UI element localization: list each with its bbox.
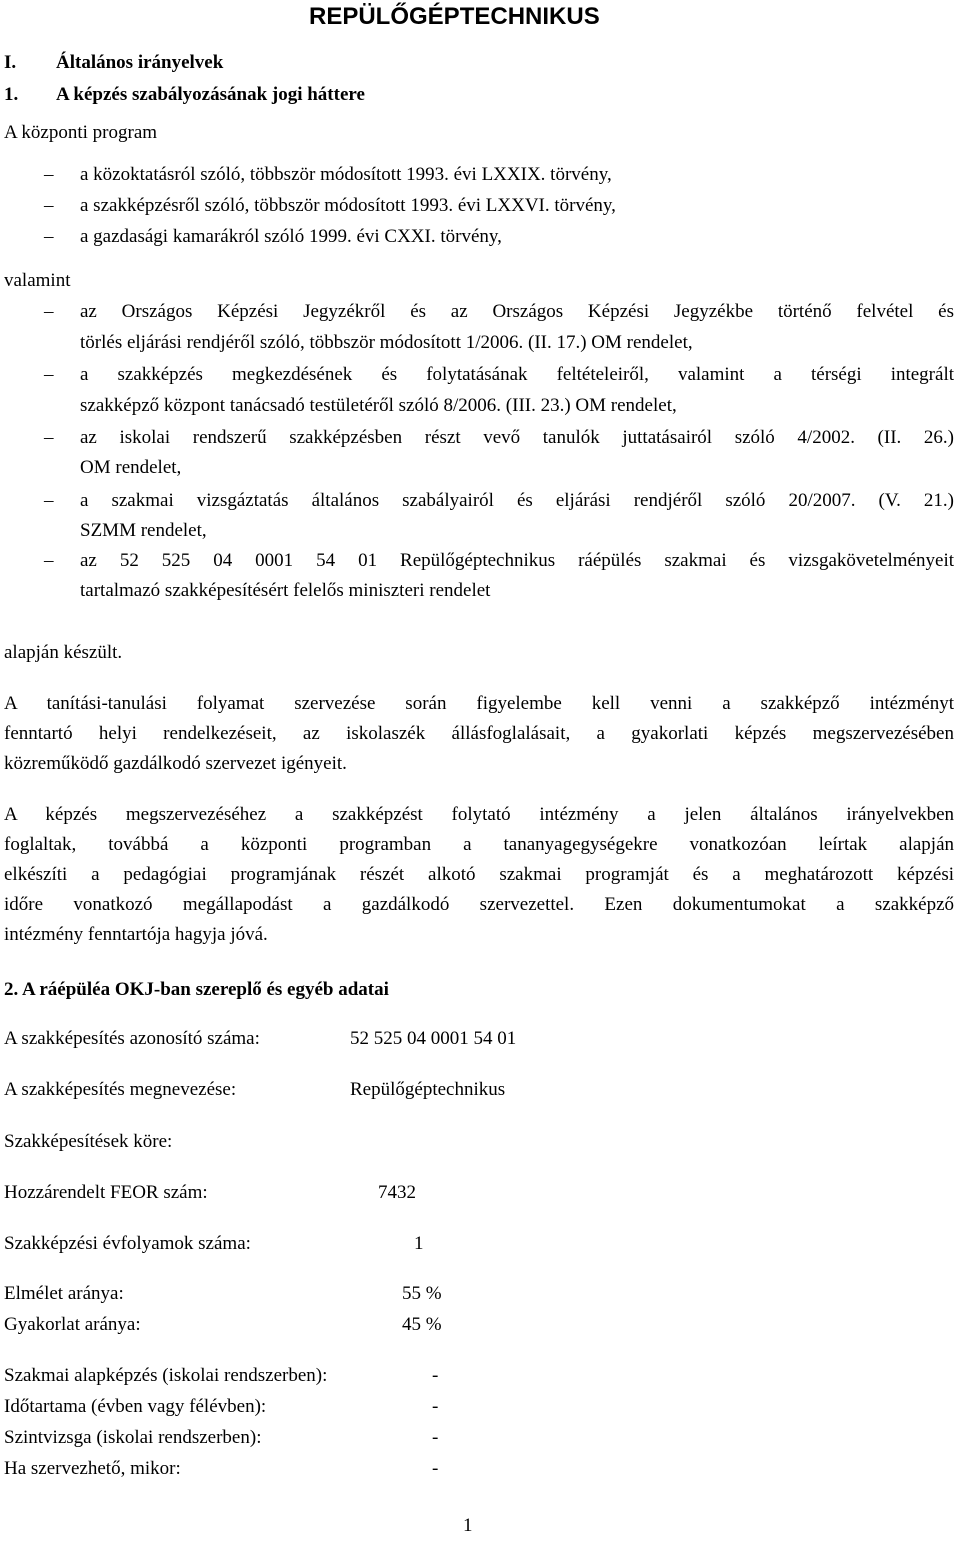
list-item-line: OM rendelet, xyxy=(80,457,182,478)
field-value: 1 xyxy=(414,1233,424,1254)
page-title: REPÜLŐGÉPTECHNIKUS xyxy=(309,3,600,30)
dash-bullet: – xyxy=(44,301,54,322)
field-value: 52 525 04 0001 54 01 xyxy=(350,1028,517,1049)
paragraph-line: fenntartó helyi rendelkezéseit, az iskolaszék állásfoglalásait, a gyakorlati képzés megszervezésében xyxy=(4,723,954,744)
list-item-line: az iskolai rendszerű szakképzésben részt vevő tanulók juttatásairól szóló 4/2002. (II. 26.) xyxy=(80,427,954,448)
list-item: a közoktatásról szóló, többször módosított 1993. évi LXXIX. törvény, xyxy=(80,164,612,185)
page-number: 1 xyxy=(463,1515,473,1536)
alapjan-text: alapján készült. xyxy=(4,642,123,663)
dash-bullet: – xyxy=(44,550,54,571)
paragraph xyxy=(4,800,954,950)
field-label: Időtartama (évben vagy félévben): xyxy=(4,1396,267,1417)
dash-bullet: – xyxy=(44,427,54,448)
field-label: Szintvizsga (iskolai rendszerben): xyxy=(4,1427,262,1448)
field-label: Gyakorlat aránya: xyxy=(4,1314,141,1335)
field-value: - xyxy=(432,1365,439,1386)
list-item: a szakképzésről szóló, többször módosított 1993. évi LXXVI. törvény, xyxy=(80,195,616,216)
field-label: A szakképesítés azonosító száma: xyxy=(4,1028,260,1049)
field-value: 55 % xyxy=(402,1283,442,1304)
field-label: Ha szervezhető, mikor: xyxy=(4,1458,181,1479)
paragraph-line: időre vonatkozó megállapodást a gazdálkodó szervezettel. Ezen dokumentumokat a szakképző xyxy=(4,894,954,915)
field-value: - xyxy=(432,1458,439,1479)
paragraph-line: közreműködő gazdálkodó szervezet igényeit. xyxy=(4,753,347,774)
field-value: 45 % xyxy=(402,1314,442,1335)
dash-bullet: – xyxy=(44,490,54,511)
paragraph-line: elkészíti a pedagógiai programjának részét alkotó szakmai programját és a meghatározott képzési xyxy=(4,864,954,885)
field-value: - xyxy=(432,1396,439,1417)
field-value: Repülőgéptechnikus xyxy=(350,1079,506,1100)
list-item-line: törlés eljárási rendjéről szóló, többször módosított 1/2006. (II. 17.) OM rendelet, xyxy=(80,332,693,353)
paragraph-line: A képzés megszervezéséhez a szakképzést folytató intézmény a jelen általános irányelvekben xyxy=(4,804,954,825)
field-label: Szakképesítések köre: xyxy=(4,1131,173,1152)
list-item-line: az Országos Képzési Jegyzékről és az Országos Képzési Jegyzékbe történő felvétel és xyxy=(80,301,954,322)
field-label: A szakképesítés megnevezése: xyxy=(4,1079,237,1100)
valamint-text: valamint xyxy=(4,270,71,291)
dash-bullet: – xyxy=(44,164,54,185)
field-label: Szakképzési évfolyamok száma: xyxy=(4,1233,251,1254)
field-value: - xyxy=(432,1427,439,1448)
dash-bullet: – xyxy=(44,195,54,216)
subsection-number: 1. xyxy=(4,84,19,105)
list-item: a gazdasági kamarákról szóló 1999. évi CXXI. törvény, xyxy=(80,226,502,247)
subsection-heading: 2. A ráépüléa OKJ-ban szereplő és egyéb adatai xyxy=(4,979,389,1000)
section-heading: Általános irányelvek xyxy=(56,52,224,73)
list-item-line: SZMM rendelet, xyxy=(80,520,207,541)
list-item-line: tartalmazó szakképesítésért felelős miniszteri rendelet xyxy=(80,580,491,601)
field-value: 7432 xyxy=(378,1182,416,1203)
paragraph xyxy=(4,689,954,779)
field-label: Szakmai alapképzés (iskolai rendszerben): xyxy=(4,1365,328,1386)
list-item-line: az 52 525 04 0001 54 01 Repülőgéptechnikus ráépülés szakmai és vizsgakövetelményeit xyxy=(80,550,954,571)
dash-bullet: – xyxy=(44,364,54,385)
paragraph-line: A tanítási-tanulási folyamat szervezése során figyelembe kell venni a szakképző intézményt xyxy=(4,693,954,714)
field-label: Elmélet aránya: xyxy=(4,1283,124,1304)
subsection-heading: A képzés szabályozásának jogi háttere xyxy=(56,84,365,105)
field-label: Hozzárendelt FEOR szám: xyxy=(4,1182,208,1203)
list-item-line: a szakmai vizsgáztatás általános szabályairól és eljárási rendjéről szóló 20/2007. (V. 21.) xyxy=(80,490,954,511)
list-item-line: a szakképzés megkezdésének és folytatásának feltételeiről, valamint a térségi integrált xyxy=(80,364,954,385)
dash-bullet: – xyxy=(44,226,54,247)
paragraph-line: foglaltak, továbbá a központi programban a tananyagegységekre vonatkozóan leírtak alapján xyxy=(4,834,954,855)
paragraph-line: intézmény fenntartója hagyja jóvá. xyxy=(4,924,268,945)
section-number: I. xyxy=(4,52,17,73)
list-item-line: szakképző központ tanácsadó testületéről szóló 8/2006. (III. 23.) OM rendelet, xyxy=(80,395,677,416)
intro-text: A központi program xyxy=(4,122,158,143)
